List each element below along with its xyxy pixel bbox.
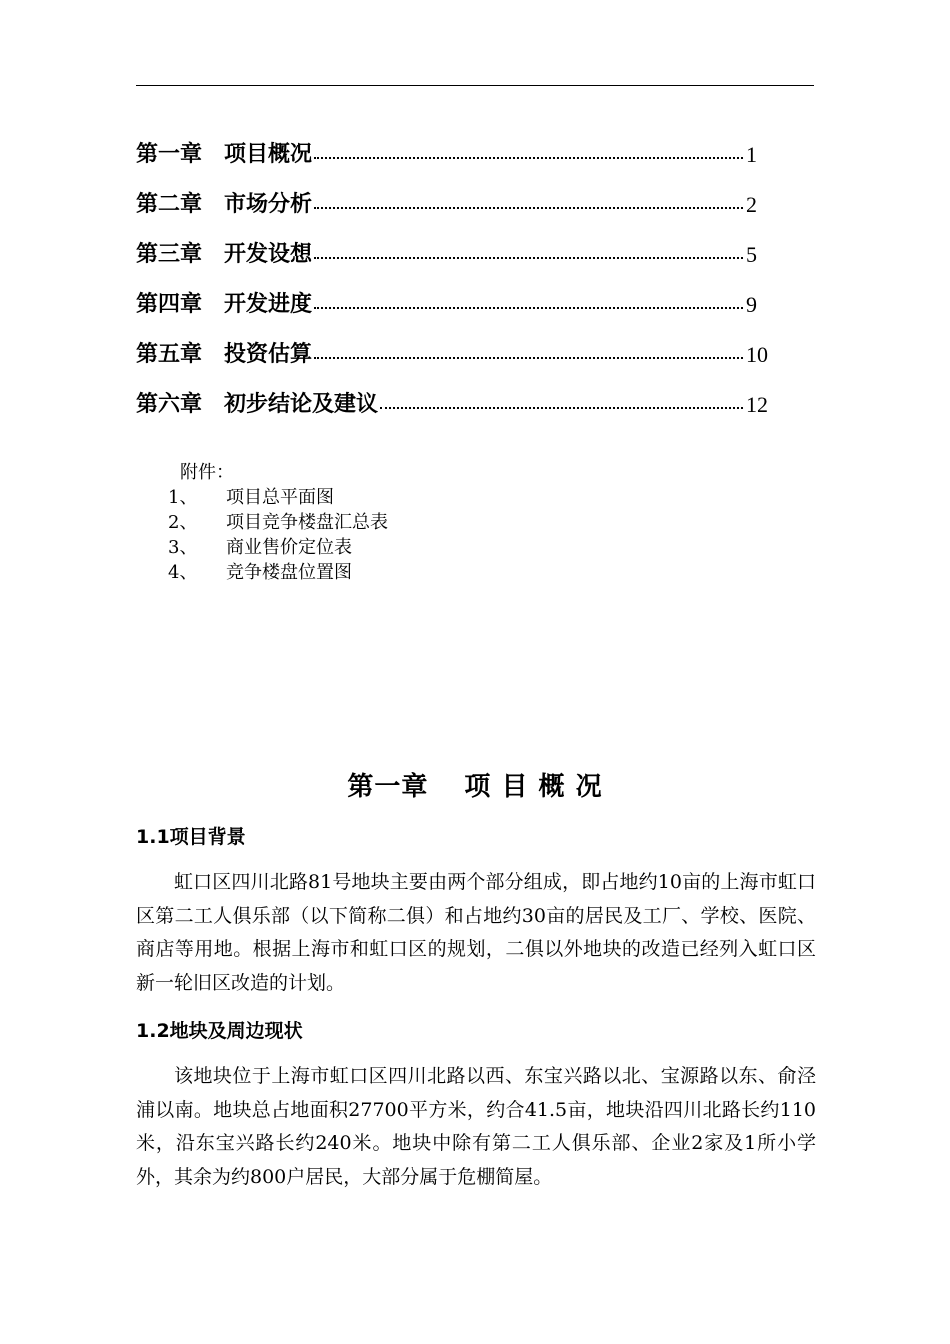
toc-title: 开发进度 bbox=[224, 292, 313, 317]
toc-chapter: 第一章 bbox=[136, 142, 203, 167]
attachment-item bbox=[168, 485, 388, 510]
attachment-number: 3、 bbox=[168, 537, 198, 558]
toc-title: 市场分析 bbox=[224, 192, 313, 217]
toc-chapter: 第六章 bbox=[136, 392, 203, 417]
toc-title: 初步结论及建议 bbox=[224, 392, 379, 417]
toc-page-number: 9 bbox=[746, 292, 757, 317]
toc-chapter: 第三章 bbox=[136, 242, 203, 267]
chapter-title: 项 目 概 况 bbox=[464, 772, 603, 802]
attachment-text: 项目竞争楼盘汇总表 bbox=[226, 512, 388, 533]
attachment-item bbox=[168, 560, 388, 585]
attachment-number: 4、 bbox=[168, 562, 198, 583]
section-heading: 1.2地块及周边现状 bbox=[136, 1020, 303, 1042]
attachment-text: 项目总平面图 bbox=[226, 487, 334, 508]
chapter-heading bbox=[0, 766, 950, 803]
toc-entry[interactable] bbox=[136, 118, 776, 168]
attachment-number: 2、 bbox=[168, 512, 198, 533]
toc-entry[interactable] bbox=[136, 318, 776, 368]
attachment-item bbox=[168, 535, 388, 560]
attachment-text: 竞争楼盘位置图 bbox=[226, 562, 352, 583]
attachment-item bbox=[168, 510, 388, 535]
attachment-text: 商业售价定位表 bbox=[226, 537, 352, 558]
toc-entry[interactable] bbox=[136, 368, 776, 418]
toc-chapter: 第四章 bbox=[136, 292, 203, 317]
toc-leader bbox=[380, 407, 743, 409]
toc-page-number: 1 bbox=[746, 142, 757, 167]
section-body: 虹口区四川北路81号地块主要由两个部分组成，即占地约10亩的上海市虹口区第二工人俱乐部（以下简称二俱）和占地约30亩的居民及工厂、学校、医院、商店等用地。根据上海市和虹口区的规划，二俱以外地块的改造已经列入虹口区新一轮旧区改造的计划。 bbox=[136, 871, 816, 994]
toc-leader bbox=[314, 357, 743, 359]
toc-leader bbox=[314, 257, 743, 259]
toc-title: 开发设想 bbox=[224, 242, 313, 267]
section-body: 该地块位于上海市虹口区四川北路以西、东宝兴路以北、宝源路以东、俞泾浦以南。地块总占地面积27700平方米，约合41.5亩，地块沿四川北路长约110米，沿东宝兴路长约240米。地块中除有第二工人俱乐部、企业2家及1所小学外，其余为约800户居民，大部分属于危棚简屋。 bbox=[136, 1065, 816, 1188]
header-rule bbox=[136, 85, 814, 86]
toc-page-number: 2 bbox=[746, 192, 757, 217]
toc-entry[interactable] bbox=[136, 268, 776, 318]
toc-entry[interactable] bbox=[136, 168, 776, 218]
toc-leader bbox=[314, 157, 743, 159]
toc-chapter: 第五章 bbox=[136, 342, 203, 367]
attachments-label: 附件： bbox=[180, 462, 234, 483]
attachment-number: 1、 bbox=[168, 487, 198, 508]
toc-leader bbox=[314, 207, 743, 209]
toc-page-number: 10 bbox=[746, 342, 768, 367]
section-heading: 1.1项目背景 bbox=[136, 826, 246, 848]
toc-chapter: 第二章 bbox=[136, 192, 203, 217]
toc-title: 投资估算 bbox=[224, 342, 313, 367]
toc-leader bbox=[314, 307, 743, 309]
table-of-contents bbox=[136, 118, 776, 418]
toc-page-number: 12 bbox=[746, 392, 768, 417]
toc-page-number: 5 bbox=[746, 242, 757, 267]
toc-title: 项目概况 bbox=[224, 142, 313, 167]
toc-entry[interactable] bbox=[136, 218, 776, 268]
attachments-list bbox=[168, 460, 388, 585]
chapter-number: 第一章 bbox=[347, 772, 429, 802]
